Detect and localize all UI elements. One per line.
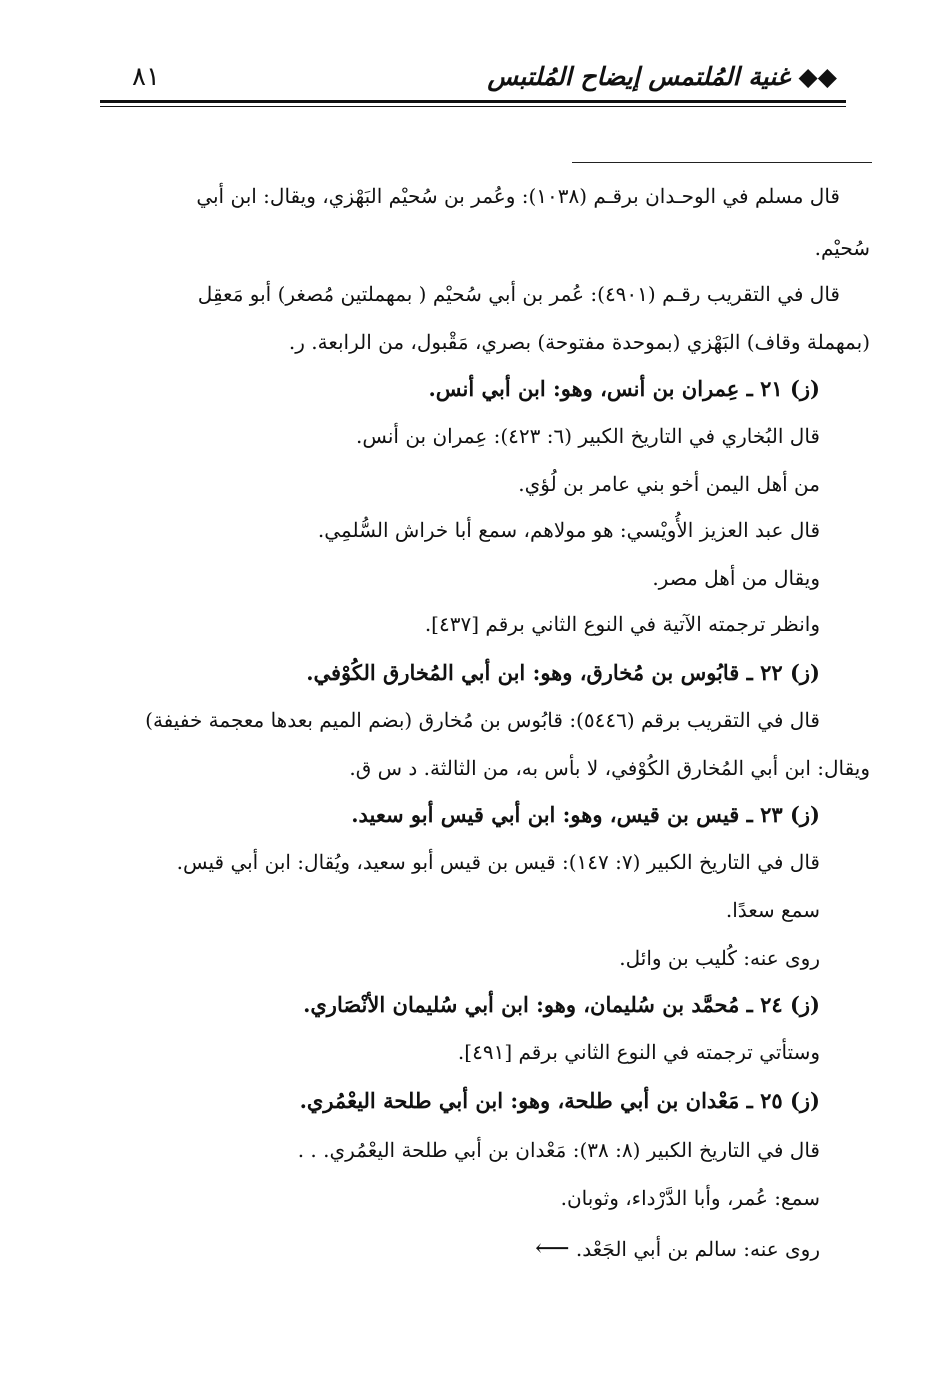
text-line: سمع: عُمر، وأبا الدَّرْداء، وثوبان. — [560, 1186, 820, 1210]
top-separator-rule — [572, 162, 872, 163]
text-line: قال في التاريخ الكبير (٨: ٣٨): مَعْدان بن أبي طلحة اليعْمُري. . . — [297, 1138, 820, 1162]
text-line: سُحيْم. — [814, 236, 870, 260]
text-line: وانظر ترجمته الآتية في النوع الثاني برقم [٤٣٧]. — [424, 612, 820, 636]
text-line: قال في التاريخ الكبير (٧: ١٤٧): قيس بن قيس أبو سعيد، ويُقال: ابن أبي قيس. — [176, 850, 820, 874]
entry-heading: (ز) ٢٥ ـ مَعْدان بن أبي طلحة، وهو: ابن أبي طلحة اليعْمُري. — [299, 1088, 820, 1113]
text-line — [535, 1234, 820, 1263]
text-line: (بمهملة وقاف) البَهْزي (بموحدة مفتوحة) بصري، مَقْبول، من الرابعة. ر. — [288, 330, 870, 354]
entry-heading: (ز) ٢٣ ـ قيس بن قيس، وهو: ابن أبي قيس أبو سعيد. — [351, 802, 820, 827]
text-line: من أهل اليمن أخو بني عامر بن لُؤي. — [518, 472, 820, 496]
text-line: وستأتي ترجمته في النوع الثاني برقم [٤٩١]. — [457, 1040, 820, 1064]
text-line: سمع سعدًا. — [725, 898, 820, 922]
text-line: قال البُخاري في التاريخ الكبير (٦: ٤٢٣): عِمران بن أنس. — [356, 424, 820, 448]
entry-heading: (ز) ٢٤ ـ مُحمَّد بن سُليمان، وهو: ابن أبي سُليمان الأنْصَاري. — [303, 992, 820, 1017]
page-number: ٨١ — [132, 62, 160, 92]
running-header-title: ◆◆ غنية المُلتمس إيضاح المُلتبس — [487, 62, 837, 91]
text-line-content: روى عنه: سالم بن أبي الجَعْد. — [575, 1237, 820, 1261]
text-line: روى عنه: كُليب بن وائل. — [619, 946, 820, 970]
text-line: قال عبد العزيز الأُويْسي: هو مولاهم، سمع أبا خراش السُّلمِي. — [317, 518, 820, 542]
entry-heading: (ز) ٢١ ـ عِمران بن أنس، وهو: ابن أبي أنس. — [428, 376, 820, 401]
text-line: ويقال: ابن أبي المُخارق الكُوْفي، لا بأس به، من الثالثة. د س ق. — [349, 756, 870, 780]
text-line: قال مسلم في الوحـدان برقـم (١٠٣٨): وعُمر بن سُحيْم البَهْزي، ويقال: ابن أبي — [196, 184, 840, 208]
continue-arrow-icon: ⟵ — [535, 1234, 570, 1262]
text-line: قال في التقريب برقم (٥٤٤٦): قابُوس بن مُخارق (بضم الميم بعدها معجمة خفيفة) — [145, 708, 820, 732]
text-line: قال في التقريب رقـم (٤٩٠١): عُمر بن أبي سُحيْم ( بمهملتين مُصغر) أبو مَعقِل — [197, 282, 840, 306]
header-rule-thin — [100, 106, 846, 107]
header-rule-thick — [100, 100, 846, 103]
text-line: ويقال من أهل مصر. — [652, 566, 820, 590]
entry-heading: (ز) ٢٢ ـ قابُوس بن مُخارق، وهو: ابن أبي المُخارق الكُوْفي. — [306, 660, 820, 685]
